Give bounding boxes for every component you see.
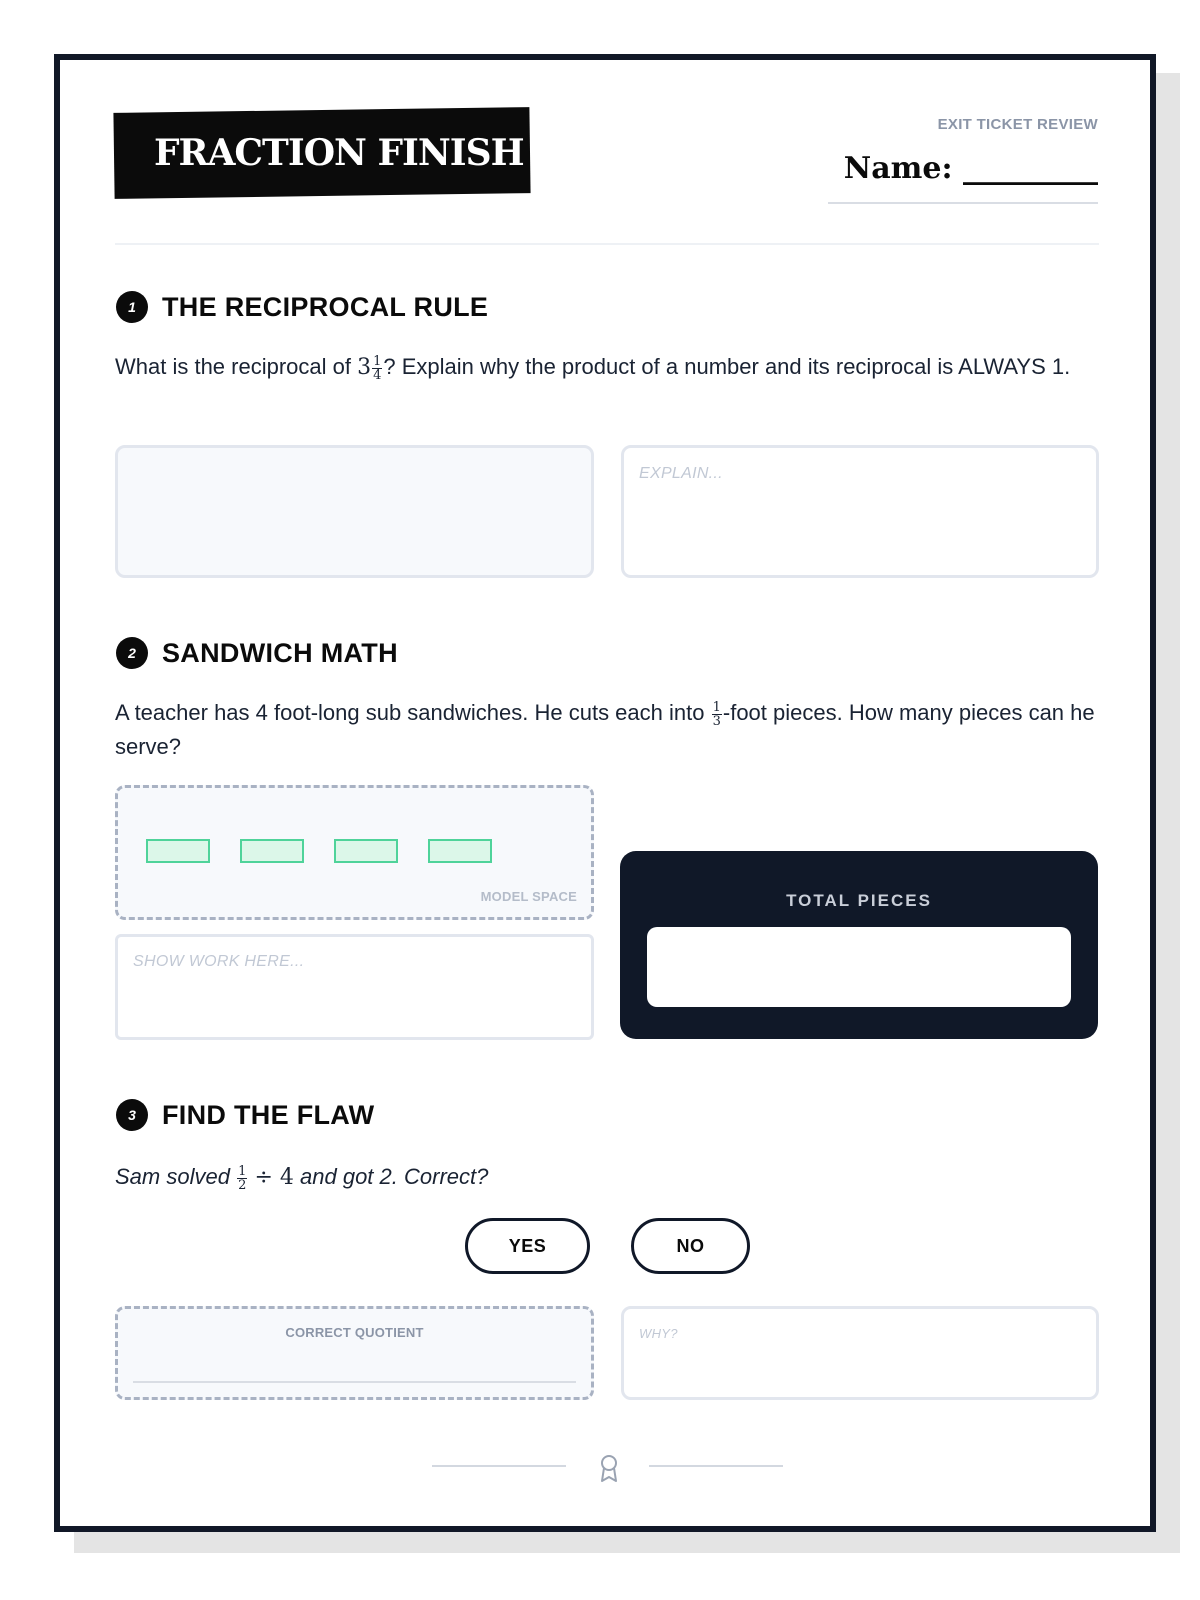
sandwich-block — [334, 839, 398, 863]
question-part: ? Explain why the product of a number and its reciprocal is ALWAYS 1. — [383, 354, 1071, 379]
fraction-numerator: 1 — [238, 1163, 247, 1179]
show-work-box[interactable] — [115, 934, 594, 1040]
section-title: FIND THE FLAW — [162, 1100, 375, 1130]
total-pieces-label: TOTAL PIECES — [786, 891, 932, 910]
answer-line — [133, 1381, 576, 1383]
explain-placeholder: EXPLAIN... — [639, 465, 723, 482]
section-title: SANDWICH MATH — [162, 638, 398, 668]
exit-ticket-label: EXIT TICKET REVIEW — [937, 116, 1098, 133]
correct-quotient-box[interactable] — [115, 1306, 594, 1400]
correct-quotient-label: CORRECT QUOTIENT — [285, 1325, 424, 1340]
why-answer-box[interactable] — [621, 1306, 1099, 1400]
total-pieces-input[interactable] — [647, 927, 1071, 1007]
footer-line-right — [649, 1465, 783, 1467]
reciprocal-answer-box[interactable] — [115, 445, 594, 578]
section-number-badge: 1 — [116, 291, 148, 323]
fraction-denominator: 2 — [238, 1177, 247, 1193]
question-part: Sam solved — [115, 1164, 237, 1189]
no-button[interactable]: NO — [631, 1218, 750, 1274]
question-part: and got 2. Correct? — [293, 1164, 489, 1189]
fraction-numerator: 1 — [373, 353, 382, 369]
explain-answer-box[interactable] — [621, 445, 1099, 578]
section-number-badge: 3 — [116, 1099, 148, 1131]
question-part: What is the reciprocal of — [115, 354, 358, 379]
section-number-badge: 2 — [116, 637, 148, 669]
mixed-number-whole: 3 — [357, 355, 372, 380]
fraction-numerator: 1 — [712, 699, 721, 715]
footer-line-left — [432, 1465, 566, 1467]
yes-button[interactable]: YES — [465, 1218, 590, 1274]
show-work-placeholder: SHOW WORK HERE... — [133, 953, 305, 970]
question-part: A teacher has 4 foot-long sub sandwiches. He cuts each into — [115, 700, 711, 725]
question-part: -foot pieces. How many pieces can he serve? — [115, 700, 1095, 759]
worksheet-title: FRACTION FINISH — [154, 132, 524, 174]
header-divider — [115, 243, 1099, 245]
question-text — [115, 696, 1095, 764]
name-field[interactable] — [828, 150, 1098, 204]
question-text — [115, 350, 1095, 385]
model-space-label: MODEL SPACE — [480, 889, 577, 904]
fraction-denominator: 4 — [373, 367, 382, 383]
section-title: THE RECIPROCAL RULE — [162, 292, 489, 322]
total-pieces-card — [620, 851, 1098, 1039]
sandwich-block — [146, 839, 210, 863]
why-placeholder: WHY? — [639, 1326, 678, 1341]
name-label: Name: _________ — [843, 151, 1098, 186]
fraction-denominator: 3 — [712, 713, 721, 729]
model-space-box[interactable] — [115, 785, 594, 920]
fraction — [237, 1165, 247, 1192]
award-ribbon-icon — [596, 1453, 622, 1483]
sandwich-block — [240, 839, 304, 863]
question-text — [115, 1160, 1095, 1195]
fraction — [712, 701, 722, 728]
fraction — [372, 355, 382, 382]
sandwich-block — [428, 839, 492, 863]
division-operator: ÷ 4 — [254, 1165, 294, 1190]
